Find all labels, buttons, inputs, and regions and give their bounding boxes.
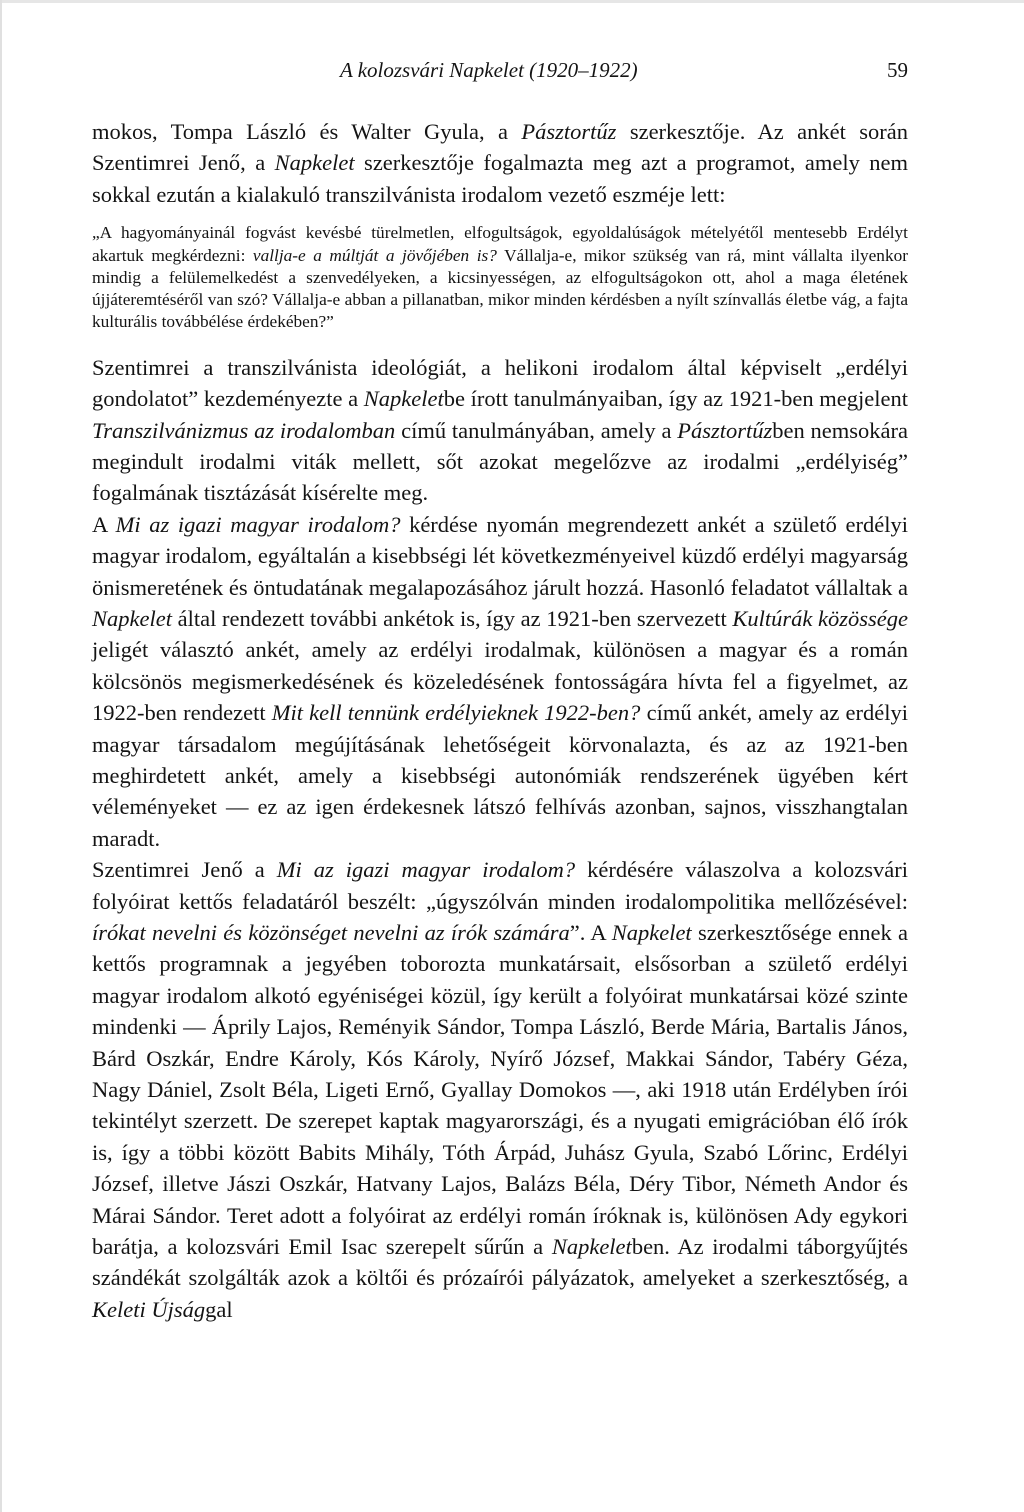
- page-header: [92, 58, 908, 92]
- running-head: A kolozsvári Napkelet (1920–1922): [340, 58, 638, 82]
- block-quote: [92, 222, 908, 333]
- p3-text-a: A: [92, 511, 116, 537]
- p4-text-g: szerkesztősége ennek a kettős programnak a jegyében toborozta munkatársait, elsősorban a születő erdélyi magyar irodalom alkotó egyéniségei közül, így került a folyóirat munkatársai közé szinte mindenki — Áprily Lajos, Reményik Sándor, Tompa László, Berde Mária, Bartalis János, Bárd Oszkár, Endre Károly, Kós Károly, Nyírő József, Makkai Sándor, Tabéry Géza, Nagy Dániel, Zsolt Béla, Ligeti Ernő, Gyallay Domokos —, aki 1918 után Erdélyben írói tekintélyt szerzett. De szerepet kaptak magyarországi, és a nyugati emigrációban élő írók is, így a többi között Babits Mihály, Tóth Árpád, Juhász Gyula, Szabó Lőrinc, Erdélyi József, illetve Jászi Oszkár, Hatvany Lajos, Balázs Béla, Déry Tibor, Németh Andor és Márai Sándor. Teret adott a folyóirat az erdélyi román íróknak is, különösen Ady egykori barátja, a kolozsvári Emil Isac szerepelt sűrűn a: [92, 920, 908, 1260]
- p3-text-g: jeligét választó ankét, amely az erdélyi irodalmak, különösen a magyar és a román kölcsönös megismerkedésének és közeledésének fontosságára hívta fel a figyelmet, az 1922-ben rendezett: [92, 637, 908, 726]
- scan-edge-top: [0, 0, 1024, 3]
- paragraph-1: [92, 116, 908, 210]
- quote-italic-question: vallja-e a múltját a jövőjében is?: [252, 245, 497, 265]
- quote-text-c: Vállalja-e, mikor szükség van rá, mint vállalta ilyenkor mindig a felülemelkedést a szenvedélyeken, a kicsinyességen, az elfogultságokon ott, ahol a maga életének újjáteremtéséről van szó? Vállalja-e abban a pillanatban, mikor minden kérdésben a nyílt színvallás életbe vág, a fajta kulturális továbbélése érdekében?”: [92, 245, 908, 332]
- p4-italic-napkelet-2: Napkelet: [551, 1234, 632, 1260]
- p3-italic-question: Mi az igazi magyar irodalom?: [115, 511, 401, 537]
- p2-text-g: ben nemsokára megindult irodalmi viták mellett, sőt azokat megelőzve az irodalmi „erdélyiség” fogalmának tisztázását kísérelte meg.: [92, 417, 908, 506]
- p4-italic-keleti-ujsag: Keleti Újság: [92, 1296, 206, 1322]
- p3-italic-kulturak: Kultúrák közössége: [732, 605, 908, 631]
- scan-edge-left: [0, 0, 2, 1512]
- p1-text-a: mokos, Tompa László és Walter Gyula, a: [92, 119, 522, 144]
- p2-italic-napkelet: Napkelet: [363, 386, 444, 412]
- p2-text-a: Szentimrei a transzilvánista ideológiát, a helikoni irodalom által képviselt „erdélyi gondolatot” kezdeményezte a: [92, 354, 908, 412]
- p2-italic-pasztortuz: Pásztortűz: [677, 417, 773, 443]
- p4-italic-napkelet: Napkelet: [611, 920, 692, 946]
- p1-text-e: szerkesztője fogalmazta meg azt a programot, amely nem sokkal ezután a kialakuló transzilvánista irodalom vezető eszméje lett:: [92, 150, 908, 207]
- p3-text-i: című ankét, amely az erdélyi magyar társadalom megújításának lehetőségeit körvonalazta, és az az 1921-ben meghirdetett ankét, amely a kisebbségi autonómiák rendszerének ügyében kért véleményeket — ez az igen érdekesnek látszó felhívás azonban, sajnos, visszhangtalan maradt.: [92, 700, 908, 851]
- p4-italic-quote: írókat nevelni és közönséget nevelni az írók számára: [92, 920, 570, 946]
- paragraph-3: [92, 509, 908, 854]
- p4-text-i: ben. Az irodalmi táborgyűjtés szándékát szolgálták azok a költői és prózaírói pályázatok, amelyeket a szerkesztőség, a: [92, 1234, 908, 1291]
- p3-italic-napkelet: Napkelet: [92, 605, 172, 631]
- p4-text-a: Szentimrei Jenő a: [92, 857, 277, 883]
- p4-italic-question: Mi az igazi magyar irodalom?: [276, 857, 576, 883]
- p1-italic-pasztortuz: Pásztortűz: [521, 119, 617, 144]
- p3-text-c: kérdése nyomán megrendezett ankét a születő erdélyi magyar irodalom, egyáltalán a kisebbségi lét következményeivel küzdő erdélyi magyarság önismeretének és öntudatának megalapozásához járult hozzá. Hasonló feladatot vállaltak a: [92, 511, 908, 600]
- p1-text-c: szerkesztője. Az ankét során Szentimrei Jenő, a: [92, 119, 908, 176]
- p2-italic-title: Transzilvánizmus az irodalomban: [92, 417, 396, 443]
- paragraph-4: [92, 854, 908, 1325]
- p2-text-e: című tanulmányában, amely a: [395, 417, 678, 443]
- page-body: [92, 116, 908, 1325]
- p1-italic-napkelet: Napkelet: [274, 150, 355, 176]
- p4-text-k: gal: [205, 1296, 233, 1322]
- p3-text-e: által rendezett további ankétok is, így az 1921-ben szervezett: [171, 605, 733, 631]
- quote-text-a: „A hagyományainál fogvást kevésbé türelmetlen, elfogultságok, egyoldalúságok mételyétől mentesebb Erdélyt akartuk megkérdezni:: [92, 223, 908, 265]
- p2-text-c: be írott tanulmányaiban, így az 1921-ben megjelent: [443, 386, 908, 412]
- p4-text-c: kérdésére válaszolva a kolozsvári folyóirat kettős feladatáról beszélt: „úgyszólván minden irodalompolitika mellőzésével:: [92, 857, 908, 914]
- paragraph-2: [92, 352, 908, 509]
- page-number: 59: [887, 58, 908, 82]
- p4-text-e: ”. A: [569, 920, 612, 946]
- p3-italic-mit-kell: Mit kell tennünk erdélyieknek 1922-ben?: [271, 700, 641, 726]
